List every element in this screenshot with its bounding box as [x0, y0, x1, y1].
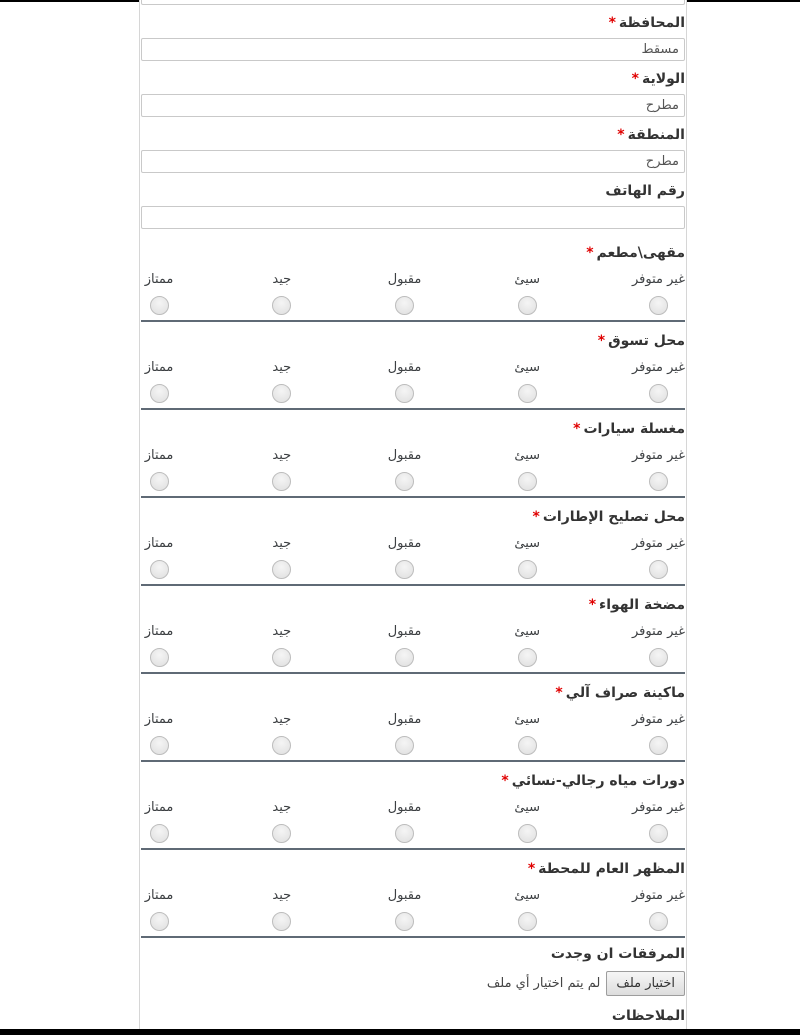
required-asterisk: * [631, 71, 639, 87]
section-cafe-restaurant [141, 234, 685, 322]
radio-button[interactable] [649, 296, 668, 315]
required-asterisk: * [617, 127, 625, 143]
option-label: غير متوفر [631, 272, 685, 287]
option-not-available [632, 359, 685, 403]
rating-options-row [141, 799, 685, 843]
radio-button[interactable] [272, 384, 291, 403]
section-title: محل تسوق* [597, 333, 685, 349]
radio-button[interactable] [649, 560, 668, 579]
section-divider [141, 936, 685, 938]
option-label: جيد [272, 448, 292, 463]
radio-button[interactable] [518, 472, 537, 491]
section-title: مضخة الهواء* [588, 597, 685, 613]
option-label: سيئ [514, 712, 541, 727]
radio-button[interactable] [518, 648, 537, 667]
radio-button[interactable] [395, 912, 414, 931]
option-label: غير متوفر [631, 536, 685, 551]
option-bad [509, 711, 545, 755]
section-station-appearance [141, 850, 685, 938]
radio-button[interactable] [150, 384, 169, 403]
option-excellent [141, 799, 177, 843]
option-not-available [632, 623, 685, 667]
required-asterisk: * [586, 245, 594, 261]
radio-button[interactable] [395, 736, 414, 755]
rating-sections [141, 234, 685, 938]
phone-input[interactable] [141, 206, 685, 229]
option-not-available [632, 711, 685, 755]
required-asterisk: * [555, 685, 563, 701]
radio-button[interactable] [395, 472, 414, 491]
option-good [264, 535, 300, 579]
radio-button[interactable] [150, 560, 169, 579]
option-label: ممتاز [144, 360, 174, 375]
radio-button[interactable] [518, 912, 537, 931]
option-label: سيئ [514, 888, 541, 903]
radio-button[interactable] [150, 912, 169, 931]
region-input[interactable] [141, 150, 685, 173]
radio-button[interactable] [395, 648, 414, 667]
rating-options-row [141, 887, 685, 931]
option-label: ممتاز [144, 624, 174, 639]
section-car-wash [141, 410, 685, 498]
option-label: جيد [272, 888, 292, 903]
section-title: محل تصليح الإطارات* [532, 509, 685, 525]
option-label: غير متوفر [631, 360, 685, 375]
option-label: غير متوفر [631, 888, 685, 903]
option-label: سيئ [514, 800, 541, 815]
option-label: غير متوفر [631, 712, 685, 727]
option-bad [509, 271, 545, 315]
section-air-pump [141, 586, 685, 674]
section-shopping-store [141, 322, 685, 410]
radio-button[interactable] [518, 560, 537, 579]
option-acceptable [387, 711, 423, 755]
option-label: سيئ [514, 624, 541, 639]
required-asterisk: * [527, 861, 536, 877]
field-label: الولاية* [631, 71, 685, 87]
option-label: ممتاز [144, 272, 174, 287]
field-region [141, 126, 685, 173]
option-good [264, 271, 300, 315]
option-label: ممتاز [144, 888, 174, 903]
option-bad [509, 535, 545, 579]
option-label: جيد [272, 536, 292, 551]
option-excellent [141, 271, 177, 315]
option-label: جيد [272, 800, 292, 815]
option-label: مقبول [387, 272, 422, 287]
option-excellent [141, 535, 177, 579]
option-good [264, 359, 300, 403]
bottom-edge-bar [0, 1029, 800, 1035]
radio-button[interactable] [272, 472, 291, 491]
required-asterisk: * [573, 421, 581, 437]
radio-button[interactable] [649, 648, 668, 667]
option-label: غير متوفر [631, 448, 685, 463]
radio-button[interactable] [150, 648, 169, 667]
radio-button[interactable] [649, 384, 668, 403]
option-label: مقبول [387, 800, 422, 815]
option-label: سيئ [514, 360, 541, 375]
radio-button[interactable] [272, 296, 291, 315]
option-bad [509, 447, 545, 491]
field-label: المحافظة* [608, 15, 685, 31]
option-label: مقبول [387, 888, 422, 903]
option-label: غير متوفر [631, 624, 685, 639]
rating-options-row [141, 711, 685, 755]
option-not-available [632, 887, 685, 931]
option-acceptable [387, 359, 423, 403]
truncated-input-top[interactable] [141, 0, 685, 5]
option-label: جيد [272, 624, 292, 639]
radio-button[interactable] [649, 736, 668, 755]
option-label: سيئ [514, 536, 541, 551]
file-status-text: لم يتم اختيار أي ملف [486, 976, 601, 991]
radio-button[interactable] [395, 560, 414, 579]
radio-button[interactable] [518, 296, 537, 315]
option-excellent [141, 711, 177, 755]
field-governorate [141, 14, 685, 61]
rating-options-row [141, 535, 685, 579]
radio-button[interactable] [272, 912, 291, 931]
option-label: مقبول [387, 712, 422, 727]
section-title: دورات مياه رجالي-نسائي* [501, 773, 685, 789]
radio-button[interactable] [518, 384, 537, 403]
option-label: ممتاز [144, 800, 174, 815]
option-label: جيد [272, 360, 292, 375]
radio-button[interactable] [395, 384, 414, 403]
option-bad [509, 623, 545, 667]
option-not-available [632, 535, 685, 579]
radio-button[interactable] [272, 560, 291, 579]
required-asterisk: * [588, 597, 597, 613]
section-title: مغسلة سيارات* [573, 421, 685, 437]
option-acceptable [387, 887, 423, 931]
option-acceptable [387, 799, 423, 843]
section-tire-repair [141, 498, 685, 586]
option-bad [509, 359, 545, 403]
required-asterisk: * [597, 333, 606, 349]
section-title: ماكينة صراف آلي* [555, 685, 685, 701]
radio-button[interactable] [395, 824, 414, 843]
option-label: مقبول [387, 624, 422, 639]
option-bad [509, 887, 545, 931]
option-excellent [141, 359, 177, 403]
radio-button[interactable] [649, 912, 668, 931]
radio-button[interactable] [150, 736, 169, 755]
option-acceptable [387, 447, 423, 491]
radio-button[interactable] [395, 296, 414, 315]
option-acceptable [387, 535, 423, 579]
option-label: مقبول [387, 536, 422, 551]
rating-options-row [141, 359, 685, 403]
option-bad [509, 799, 545, 843]
field-label: المنطقة* [617, 127, 685, 143]
option-good [264, 799, 300, 843]
option-label: ممتاز [144, 448, 174, 463]
required-asterisk: * [501, 773, 509, 789]
required-asterisk: * [532, 509, 540, 525]
option-label: جيد [272, 272, 292, 287]
option-excellent [141, 887, 177, 931]
radio-button[interactable] [272, 824, 291, 843]
radio-button[interactable] [150, 824, 169, 843]
rating-options-row [141, 271, 685, 315]
option-label: مقبول [387, 448, 422, 463]
field-wilaya [141, 70, 685, 117]
option-acceptable [387, 271, 423, 315]
option-not-available [632, 799, 685, 843]
option-label: غير متوفر [631, 800, 685, 815]
attachments-label: المرفقات ان وجدت [550, 946, 685, 962]
field-phone [141, 182, 685, 229]
radio-button[interactable] [518, 736, 537, 755]
choose-file-button[interactable]: اختيار ملف [606, 971, 685, 996]
section-atm [141, 674, 685, 762]
option-label: ممتاز [144, 712, 174, 727]
survey-form-panel [139, 0, 687, 1029]
option-label: جيد [272, 712, 292, 727]
option-excellent [141, 623, 177, 667]
radio-button[interactable] [518, 824, 537, 843]
radio-button[interactable] [649, 472, 668, 491]
field-label: رقم الهاتف [605, 183, 685, 199]
option-not-available [632, 447, 685, 491]
section-title: مقهى\مطعم* [586, 245, 685, 261]
radio-button[interactable] [272, 648, 291, 667]
section-title: المظهر العام للمحطة* [527, 861, 685, 877]
radio-button[interactable] [150, 296, 169, 315]
option-good [264, 447, 300, 491]
option-excellent [141, 447, 177, 491]
option-label: سيئ [514, 272, 541, 287]
radio-button[interactable] [272, 736, 291, 755]
section-toilets [141, 762, 685, 850]
option-label: ممتاز [144, 536, 174, 551]
option-label: سيئ [514, 448, 541, 463]
option-good [264, 887, 300, 931]
option-not-available [632, 271, 685, 315]
required-asterisk: * [608, 15, 616, 31]
option-good [264, 711, 300, 755]
option-label: مقبول [387, 360, 422, 375]
notes-label: الملاحظات [611, 1008, 685, 1024]
rating-options-row [141, 623, 685, 667]
governorate-input[interactable] [141, 38, 685, 61]
option-good [264, 623, 300, 667]
wilaya-input[interactable] [141, 94, 685, 117]
radio-button[interactable] [150, 472, 169, 491]
option-acceptable [387, 623, 423, 667]
rating-options-row [141, 447, 685, 491]
radio-button[interactable] [649, 824, 668, 843]
file-upload-row [141, 971, 685, 996]
